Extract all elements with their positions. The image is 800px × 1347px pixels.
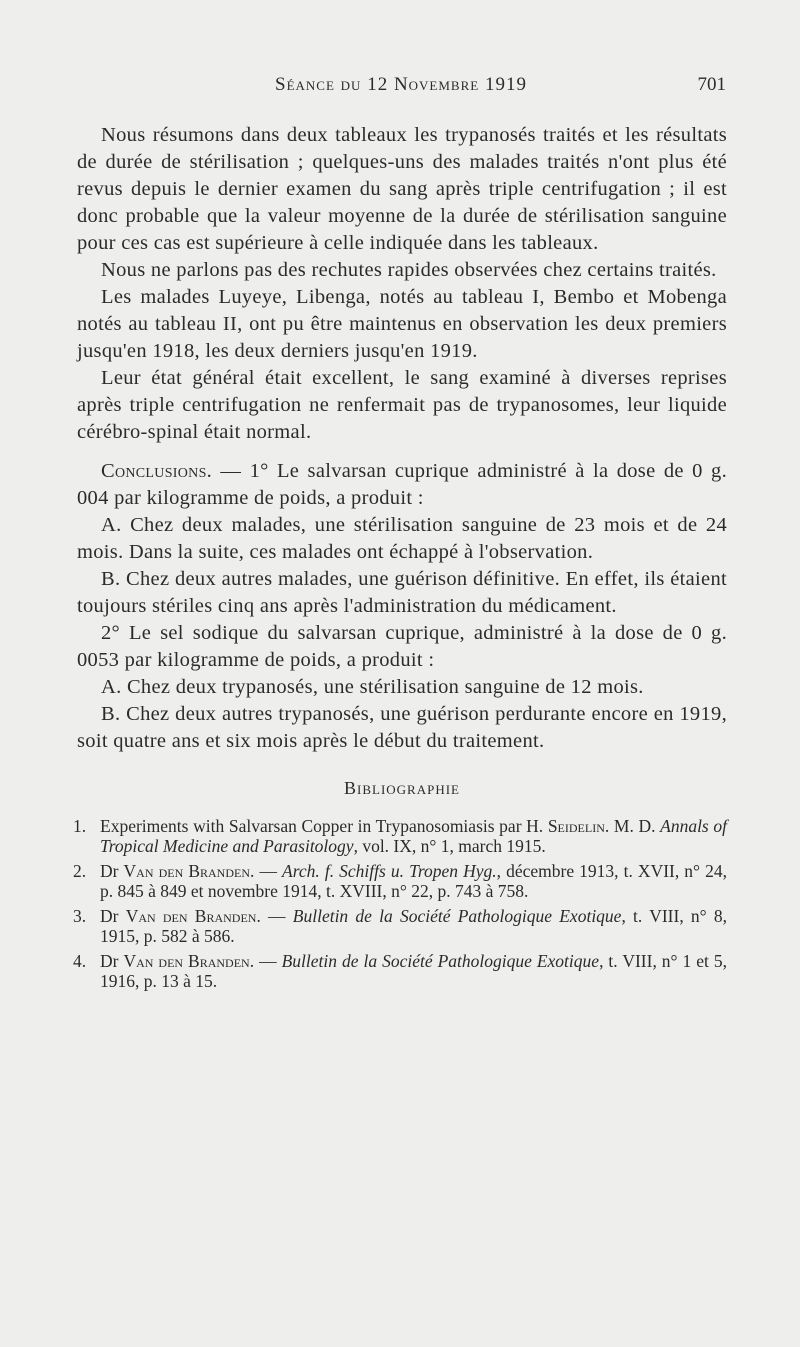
paragraph-etat-general: Leur état général était excellent, le sang examiné à diverses reprises après triple centrifugation ne renfermait pas de trypanosomes, leur liquide cérébro-spinal était normal. xyxy=(77,367,727,443)
ref-journal: Bulletin de la Société Pathologique Exotique xyxy=(281,951,600,971)
conclusion-1b: B. Chez deux autres malades, une guérison définitive. En effet, ils étaient toujours stériles cinq ans après l'administration du médicament. xyxy=(77,568,727,617)
ref-author: Van den Branden xyxy=(123,861,250,881)
page-number: 701 xyxy=(697,74,726,95)
conclusions-label: Conclusions. xyxy=(101,460,213,482)
ref-journal: Bulletin de la Société Pathologique Exotique xyxy=(292,906,622,926)
bibliography-entry: 1. Experiments with Salvarsan Copper in Trypanosomiasis par H. Seidelin. M. D. Annals of Tropical Medicine and Parasitology, vol. IX, n° 1, march 1915. xyxy=(73,816,727,856)
bibliography-entry: 2. Dr Van den Branden. — Arch. f. Schiffs u. Tropen Hyg., décembre 1913, t. XVII, n° 24, p. 845 à 849 et novembre 1914, t. XVIII, n° 22, p. 743 à 758. xyxy=(73,861,727,901)
paragraph-patients: Les malades Luyeye, Libenga, notés au tableau I, Bembo et Mobenga notés au tableau II, ont pu être maintenus en observation les deux premiers jusqu'en 1918, les deux derniers jusqu'en 1919. xyxy=(77,286,727,362)
bibliography-list xyxy=(73,816,728,991)
conclusion-2-intro: 2° Le sel sodique du salvarsan cuprique, administré à la dose de 0 g. 0053 par kilogramme de poids, a produit : xyxy=(77,622,727,671)
bibliography-title: Bibliographie xyxy=(344,778,460,798)
paragraph-summary: Nous résumons dans deux tableaux les trypanosés traités et les résultats de durée de stérilisation ; quelques-uns des malades traités n'ont plus été revus depuis le dernier examen du sang après triple centrifugation ; il est donc probable que la valeur moyenne de la durée de stérilisation sanguine pour ces cas est supérieure à celle indiquée dans les tableaux. xyxy=(77,124,727,254)
ref-number: 1. xyxy=(73,816,87,836)
ref-journal: Arch. f. Schiffs u. Tropen Hyg. xyxy=(282,861,497,881)
ref-author: Van den Branden xyxy=(125,906,257,926)
conclusions-intro xyxy=(77,458,727,512)
conclusions-intro-text: — 1° Le salvarsan cuprique administré à la dose de 0 g. 004 par kilogramme de poids, a produit : xyxy=(77,460,727,509)
conclusion-2b: B. Chez deux autres trypanosés, une guérison perdurante encore en 1919, soit quatre ans et six mois après le début du traitement. xyxy=(77,703,727,752)
ref-author: Van den Branden xyxy=(123,951,250,971)
bibliography-entry: 4. Dr Van den Branden. — Bulletin de la Société Pathologique Exotique, t. VIII, n° 1 et 5, 1916, p. 13 à 15. xyxy=(73,951,728,991)
ref-number: 4. xyxy=(73,951,87,971)
ref-number: 2. xyxy=(73,861,87,881)
conclusion-2a: A. Chez deux trypanosés, une stérilisation sanguine de 12 mois. xyxy=(101,676,644,698)
ref-author: Seidelin xyxy=(547,816,605,836)
paragraph-rechutes: Nous ne parlons pas des rechutes rapides observées chez certains traités. xyxy=(101,259,717,281)
running-title: Séance du 12 Novembre 1919 xyxy=(275,74,527,95)
ref-number: 3. xyxy=(73,906,87,926)
page-body xyxy=(73,122,728,996)
page-header xyxy=(76,74,726,104)
bibliography-entry: 3. Dr Van den Branden. — Bulletin de la Société Pathologique Exotique, t. VIII, n° 8, 1915, p. 582 à 586. xyxy=(73,906,728,946)
conclusion-1a: A. Chez deux malades, une stérilisation sanguine de 23 mois et de 24 mois. Dans la suite, ces malades ont échappé à l'observation. xyxy=(77,514,727,563)
ref-journal: Annals of Tropical Medicine and Parasitology xyxy=(100,816,727,856)
